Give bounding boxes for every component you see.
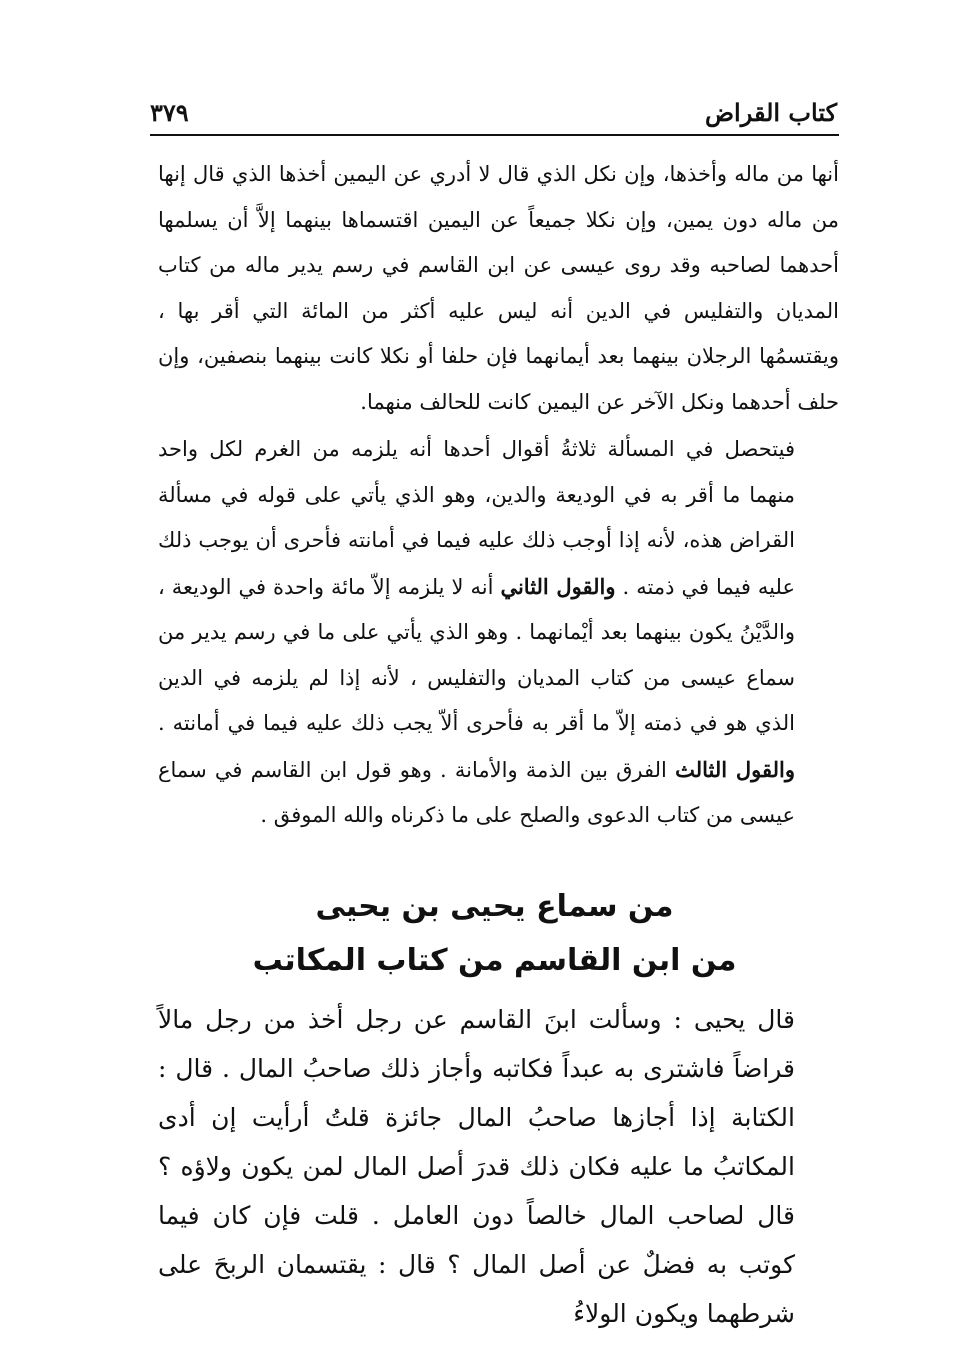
section-heading xyxy=(150,880,839,988)
paragraph-1: أنها من ماله وأخذها، وإن نكل الذي قال لا أدري عن اليمين أخذها الذي قال إنها من ماله دون يمين، وإن نكلا جميعاً عن اليمين اقتسماها بينهما إلاَّ أن يسلمها أحدهما لصاحبه وقد روى عيسى عن ابن القاسم في رسم يدير ماله من كتاب المديان والتفليس في الدين أنه ليس عليه أكثر من المائة التي أقر بها ، ويقتسمُها الرجلان بينهما بعد أيمانهما فإن حلفا أو نكلا كانت بينهما بنصفين، وإن حلف أحدهما ونكل الآخر عن اليمين كانت للحالف منهما. xyxy=(158,162,839,414)
second-opinion-label: والقول الثاني xyxy=(500,573,616,599)
paragraph-2 xyxy=(158,427,839,839)
page-number: ٣٧٩ xyxy=(150,97,189,127)
paragraph-2-part-2: أنه لا يلزمه إلاّ مائة واحدة في الوديعة ، والدَّيْنُ يكون بينهما بعد أيْمانهما . وهو الذي يأتي على ما في رسم يدير من سماع عيسى من كتاب المديان والتفليس ، لأنه إذا لم يلزمه في الدين الذي هو في ذمته إلاّ ما أقر به فأحرى ألاّ يجب ذلك عليه فيما في أمانته . xyxy=(158,574,795,735)
running-header xyxy=(150,92,837,132)
paragraph-2-part-3: الفرق بين الذمة والأمانة . وهو قول ابن القاسم في سماع عيسى من كتاب الدعوى والصلح على ما ذكرناه والله الموفق . xyxy=(158,757,795,827)
section-heading-line-2: من ابن القاسم من كتاب المكاتب xyxy=(252,943,737,978)
header-rule xyxy=(150,134,839,136)
section-heading-line-1: من سماع يحيى بن يحيى xyxy=(315,889,674,924)
header-title: كتاب القراض xyxy=(705,97,837,127)
paragraph-3: قال يحيى : وسألت ابنَ القاسم عن رجل أخذ من رجل مالاً قراضاً فاشترى به عبداً فكاتبه وأجاز ذلك صاحبُ المال . قال : الكتابة إذا أجازها صاحبُ المال جائزة قلتُ أرأيت إن أدى المكاتبُ ما عليه فكان ذلك قدرَ أصل المال لمن يكون ولاؤه ؟ قال لصاحب المال خالصاً دون العامل . قلت فإن كان فيما كوتب به فضلٌ عن أصل المال ؟ قال : يقتسمان الربحَ على شرطهما ويكون الولاءُ xyxy=(158,1005,795,1328)
third-opinion-label: والقول الثالث xyxy=(675,756,795,782)
paragraph-2-part-1: فيتحصل في المسألة ثلاثةُ أقوال أحدها أنه يلزمه من الغرم لكل واحد منهما ما أقر به في الوديعة والدين، وهو الذي يأتي على قوله في مسألة القراض هذه، لأنه إذا أوجب ذلك عليه فيما في أمانته فأحرى أن يوجب ذلك عليه فيما في ذمته . xyxy=(158,437,795,599)
